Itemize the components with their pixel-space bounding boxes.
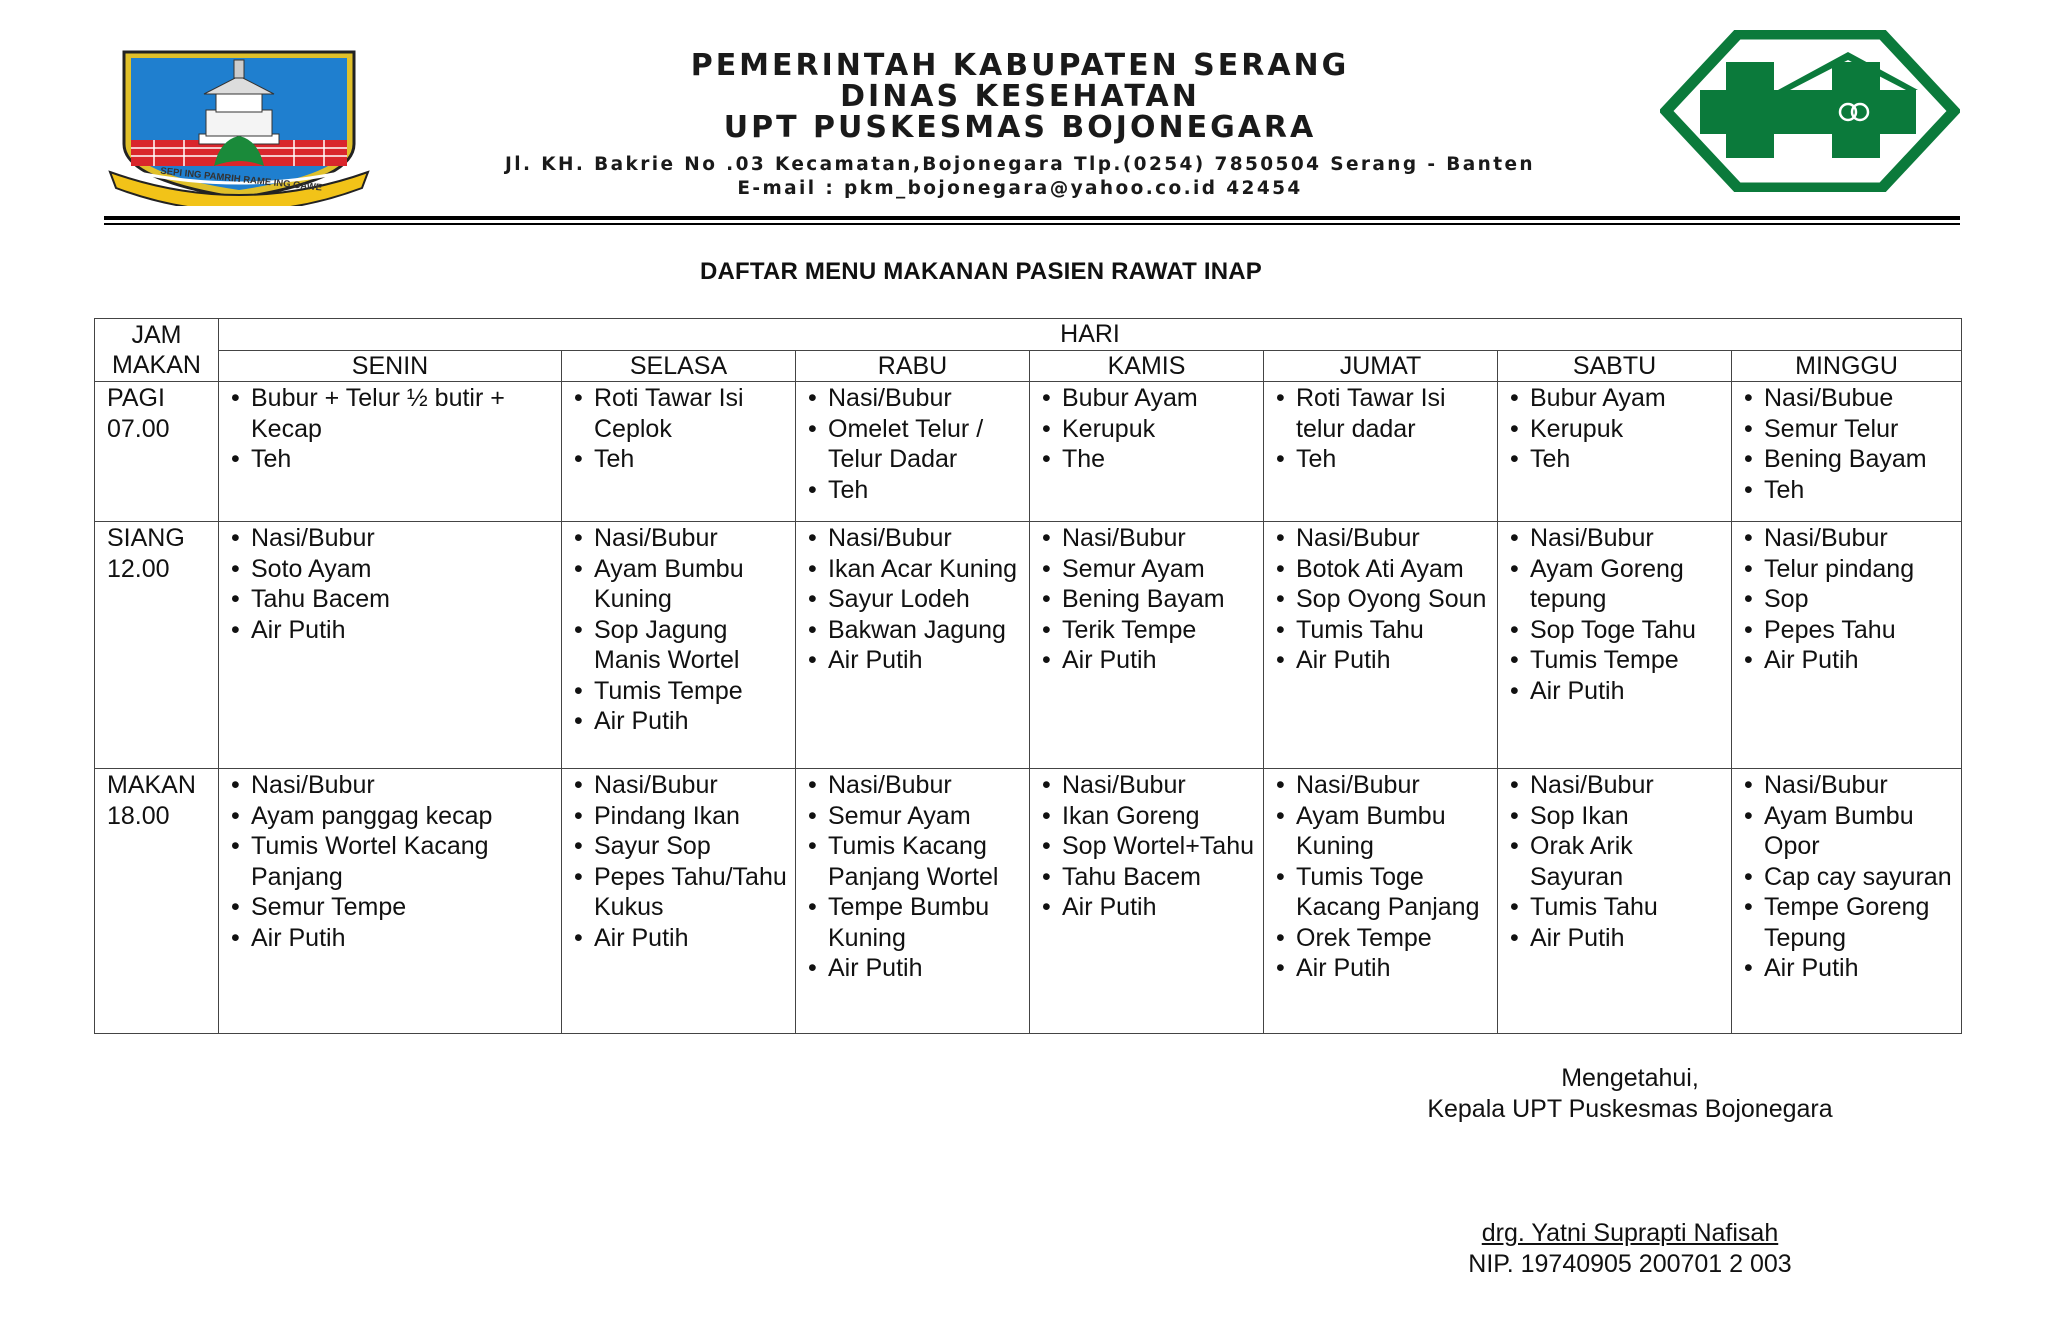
meal-time-cell <box>95 382 219 522</box>
ack-text: Mengetahui, <box>1561 1064 1699 1092</box>
menu-item: • Ikan Acar Kuning <box>806 554 1023 585</box>
meal-time: 18.00 <box>107 801 170 830</box>
menu-item: • Air Putih <box>1742 953 1955 984</box>
menu-item: • Tahu Bacem <box>229 584 555 615</box>
menu-item: • Semur Ayam <box>806 801 1023 832</box>
menu-item: • Sop Oyong Soun <box>1274 584 1491 615</box>
meal-time: 12.00 <box>107 554 170 583</box>
menu-item: • Nasi/Bubur <box>1274 523 1491 554</box>
menu-cell-sabtu <box>1498 769 1732 1034</box>
jam-makan-header <box>95 319 219 382</box>
menu-item-list <box>1508 383 1725 475</box>
menu-item: • Air Putih <box>806 953 1023 984</box>
menu-item-list <box>1040 770 1257 923</box>
menu-item: • Bening Bayam <box>1742 444 1955 475</box>
menu-item: • Nasi/Bubur <box>572 770 789 801</box>
menu-item: • Sayur Sop <box>572 831 789 862</box>
menu-cell-jumat <box>1264 382 1498 522</box>
menu-item: • Kerupuk <box>1508 414 1725 445</box>
menu-item: • Tumis Wortel Kacang Panjang <box>229 831 555 892</box>
menu-item: • Ikan Goreng <box>1040 801 1257 832</box>
menu-item: • Air Putih <box>1742 645 1955 676</box>
menu-item: • Sop Ikan <box>1508 801 1725 832</box>
menu-item-list <box>1742 523 1955 676</box>
menu-item: • Teh <box>229 444 555 475</box>
menu-item: • Teh <box>806 475 1023 506</box>
menu-body <box>95 382 1962 1034</box>
menu-item-list <box>572 770 789 953</box>
menu-item: • Nasi/Bubur <box>572 523 789 554</box>
menu-item-list <box>229 383 555 475</box>
menu-item: • Pepes Tahu <box>1742 615 1955 646</box>
meal-row <box>95 522 1962 769</box>
jam-header-line1: JAM <box>131 321 182 349</box>
letterhead-rule-thin <box>104 223 1960 225</box>
menu-cell-sabtu <box>1498 382 1732 522</box>
menu-cell-jumat <box>1264 522 1498 769</box>
menu-item: • Semur Ayam <box>1040 554 1257 585</box>
menu-item: • Air Putih <box>229 615 555 646</box>
menu-item: • Tumis Tempe <box>1508 645 1725 676</box>
meal-row <box>95 769 1962 1034</box>
menu-item: • Sop Toge Tahu <box>1508 615 1725 646</box>
menu-cell-minggu <box>1732 769 1962 1034</box>
menu-item: • Bening Bayam <box>1040 584 1257 615</box>
menu-item: • Air Putih <box>1274 645 1491 676</box>
meal-time: 07.00 <box>107 414 170 443</box>
menu-item: • Orek Tempe <box>1274 923 1491 954</box>
menu-item: • Bubur Ayam <box>1040 383 1257 414</box>
menu-cell-jumat <box>1264 769 1498 1034</box>
letterhead-institution: UPT PUSKESMAS BOJONEGARA <box>723 110 1317 145</box>
menu-item-list <box>1274 383 1491 475</box>
menu-item: • Ayam Bumbu Opor <box>1742 801 1955 862</box>
menu-item: • Semur Tempe <box>229 892 555 923</box>
menu-cell-senin <box>219 522 562 769</box>
menu-cell-sabtu <box>1498 522 1732 769</box>
menu-item-list <box>572 383 789 475</box>
menu-item: • Nasi/Bubur <box>1508 770 1725 801</box>
menu-item-list <box>1040 383 1257 475</box>
letterhead-government: PEMERINTAH KABUPATEN SERANG <box>690 48 1350 83</box>
day-header-sabtu: SABTU <box>1498 350 1732 382</box>
meal-name: SIANG <box>107 524 185 552</box>
menu-item: • Pepes Tahu/Tahu Kukus <box>572 862 789 923</box>
meal-row <box>95 382 1962 522</box>
menu-item: • Ayam Bumbu Kuning <box>572 554 789 615</box>
menu-cell-kamis <box>1030 522 1264 769</box>
menu-item: • Tempe Goreng Tepung <box>1742 892 1955 953</box>
menu-item: • Nasi/Bubur <box>806 770 1023 801</box>
day-header-kamis: KAMIS <box>1030 350 1264 382</box>
menu-item: • Air Putih <box>1040 892 1257 923</box>
menu-cell-kamis <box>1030 382 1264 522</box>
menu-item: • Sayur Lodeh <box>806 584 1023 615</box>
day-header-selasa: SELASA <box>562 350 796 382</box>
menu-item: • Tahu Bacem <box>1040 862 1257 893</box>
menu-cell-minggu <box>1732 522 1962 769</box>
menu-item: • Tempe Bumbu Kuning <box>806 892 1023 953</box>
menu-item: • Air Putih <box>1508 676 1725 707</box>
menu-item: • Nasi/Bubur <box>1274 770 1491 801</box>
menu-cell-rabu <box>796 382 1030 522</box>
menu-item: • Sop Wortel+Tahu <box>1040 831 1257 862</box>
day-header-rabu: RABU <box>796 350 1030 382</box>
emblem-motto: SEPI ING PAMRIH RAME ING GAWE <box>159 165 323 194</box>
menu-item: • Air Putih <box>1508 923 1725 954</box>
menu-item: • Bakwan Jagung <box>806 615 1023 646</box>
menu-item: • Tumis Toge Kacang Panjang <box>1274 862 1491 923</box>
meal-name: PAGI <box>107 384 165 412</box>
menu-item: • Sop Jagung Manis Wortel <box>572 615 789 676</box>
kabupaten-serang-emblem <box>104 48 374 206</box>
menu-item-list <box>229 523 555 645</box>
signer-nip: NIP. 19740905 200701 2 003 <box>1468 1250 1792 1278</box>
menu-cell-selasa <box>562 522 796 769</box>
menu-item: • Cap cay sayuran <box>1742 862 1955 893</box>
menu-item-list <box>1040 523 1257 676</box>
menu-cell-selasa <box>562 769 796 1034</box>
menu-item: • Teh <box>1742 475 1955 506</box>
letterhead-rule-thick <box>104 216 1960 220</box>
menu-item: • Nasi/Bubur <box>1742 523 1955 554</box>
menu-item: • Nasi/Bubur <box>229 770 555 801</box>
menu-item: • Ayam panggag kecap <box>229 801 555 832</box>
menu-cell-kamis <box>1030 769 1264 1034</box>
menu-item: • Air Putih <box>806 645 1023 676</box>
meal-time-cell <box>95 522 219 769</box>
menu-item: • Orak Arik Sayuran <box>1508 831 1725 892</box>
menu-item: • Nasi/Bubur <box>1040 770 1257 801</box>
menu-cell-rabu <box>796 769 1030 1034</box>
menu-item: • Air Putih <box>1040 645 1257 676</box>
menu-item: • Nasi/Bubur <box>806 383 1023 414</box>
menu-cell-minggu <box>1732 382 1962 522</box>
hari-header: HARI <box>219 319 1962 351</box>
menu-item: • Air Putih <box>229 923 555 954</box>
menu-item: • Sop <box>1742 584 1955 615</box>
puskesmas-logo <box>1660 30 1960 192</box>
meal-time-cell <box>95 769 219 1034</box>
menu-item: • Semur Telur <box>1742 414 1955 445</box>
menu-item: • Air Putih <box>572 706 789 737</box>
menu-item: • Tumis Tahu <box>1274 615 1491 646</box>
menu-cell-senin <box>219 769 562 1034</box>
menu-item: • Nasi/Bubur <box>1742 770 1955 801</box>
day-header-row <box>95 350 1962 382</box>
menu-item-list <box>806 383 1023 505</box>
menu-item: • Air Putih <box>1274 953 1491 984</box>
acknowledgement-block <box>1360 1063 1900 1125</box>
meal-name: MAKAN <box>107 771 196 799</box>
menu-item: • Roti Tawar Isi telur dadar <box>1274 383 1491 444</box>
menu-cell-selasa <box>562 382 796 522</box>
menu-cell-rabu <box>796 522 1030 769</box>
menu-item: • Telur pindang <box>1742 554 1955 585</box>
menu-item-list <box>1742 770 1955 984</box>
menu-item-list <box>806 770 1023 984</box>
day-header-minggu: MINGGU <box>1732 350 1962 382</box>
menu-item-list <box>806 523 1023 676</box>
day-header-senin: SENIN <box>219 350 562 382</box>
menu-item: • Ayam Goreng tepung <box>1508 554 1725 615</box>
menu-item: • Pindang Ikan <box>572 801 789 832</box>
menu-item: • Botok Ati Ayam <box>1274 554 1491 585</box>
menu-item: • Bubur + Telur ½ butir + Kecap <box>229 383 555 444</box>
jam-header-line2: MAKAN <box>112 351 201 379</box>
letterhead-email: E-mail : pkm_bojonegara@yahoo.co.id 42454 <box>737 178 1303 199</box>
letterhead <box>360 50 1680 201</box>
menu-item-list <box>1742 383 1955 505</box>
letterhead-department: DINAS KESEHATAN <box>840 79 1200 114</box>
menu-item: • Nasi/Bubur <box>1040 523 1257 554</box>
menu-cell-senin <box>219 382 562 522</box>
menu-item-list <box>229 770 555 953</box>
menu-item: • Soto Ayam <box>229 554 555 585</box>
menu-item: • Teh <box>572 444 789 475</box>
menu-item: • Nasi/Bubue <box>1742 383 1955 414</box>
signer-name: drg. Yatni Suprapti Nafisah <box>1481 1219 1779 1247</box>
menu-item: • Kerupuk <box>1040 414 1257 445</box>
menu-item: • Ayam Bumbu Kuning <box>1274 801 1491 862</box>
menu-item: • Teh <box>1274 444 1491 475</box>
menu-item: • Tumis Kacang Panjang Wortel <box>806 831 1023 892</box>
menu-item-list <box>572 523 789 737</box>
letterhead-address: Jl. KH. Bakrie No .03 Kecamatan,Bojonegara Tlp.(0254) 7850504 Serang - Banten <box>504 154 1535 175</box>
menu-item: • Nasi/Bubur <box>229 523 555 554</box>
menu-item-list <box>1508 523 1725 706</box>
menu-item: • Teh <box>1508 444 1725 475</box>
signer-block <box>1360 1218 1900 1280</box>
menu-item: • Air Putih <box>572 923 789 954</box>
menu-item: • Bubur Ayam <box>1508 383 1725 414</box>
menu-item: • Tumis Tahu <box>1508 892 1725 923</box>
menu-item-list <box>1274 523 1491 676</box>
menu-item: • Tumis Tempe <box>572 676 789 707</box>
day-header-jumat: JUMAT <box>1264 350 1498 382</box>
document-title: DAFTAR MENU MAKANAN PASIEN RAWAT INAP <box>699 258 1263 285</box>
menu-item: • Nasi/Bubur <box>806 523 1023 554</box>
menu-item: • Roti Tawar Isi Ceplok <box>572 383 789 444</box>
menu-item: • Omelet Telur / Telur Dadar <box>806 414 1023 475</box>
menu-item: • Nasi/Bubur <box>1508 523 1725 554</box>
menu-item: • Terik Tempe <box>1040 615 1257 646</box>
menu-item: • The <box>1040 444 1257 475</box>
signer-position: Kepala UPT Puskesmas Bojonegara <box>1427 1095 1833 1123</box>
menu-item-list <box>1508 770 1725 953</box>
menu-item-list <box>1274 770 1491 984</box>
menu-table <box>94 318 1962 1034</box>
